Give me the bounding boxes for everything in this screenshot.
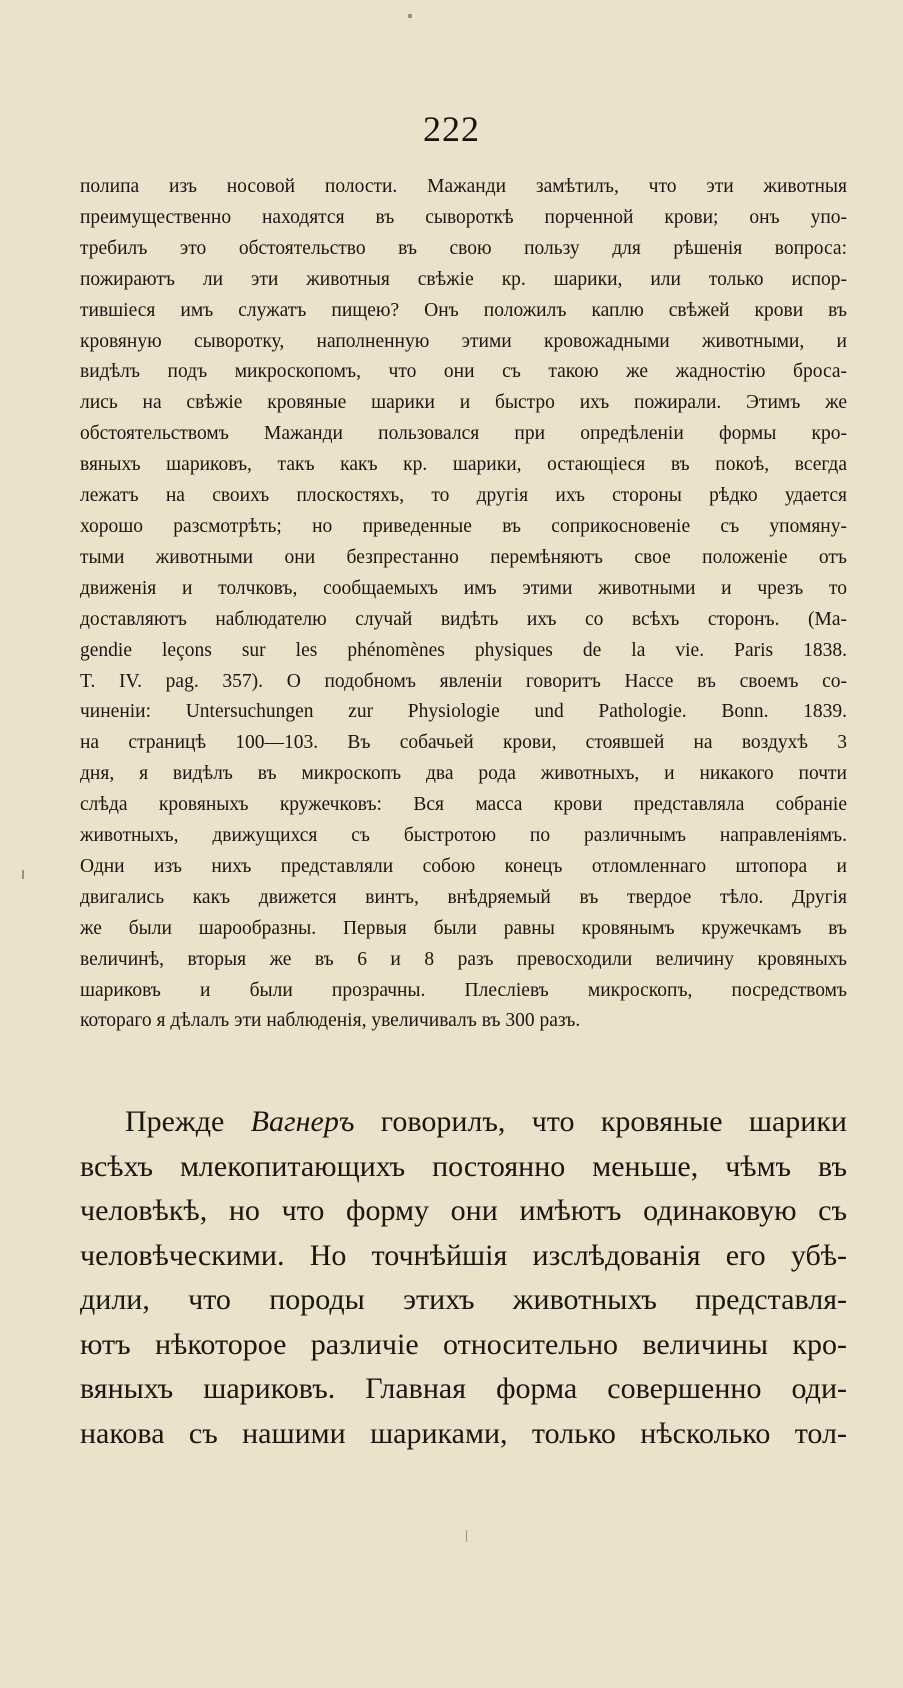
author-name: Вагнеръ: [250, 1105, 355, 1138]
footnote-line: на страницѣ 100—103. Въ собачьей крови, стоявшей на воздухѣ 3: [80, 732, 847, 754]
footnote-line: кровяную сыворотку, наполненную этими кровожадными животными, и: [80, 330, 847, 352]
main-line: накова съ нашими шариками, только нѣсколько тол-: [80, 1416, 847, 1450]
paper-speck: [22, 870, 24, 879]
main-line-rest: говорилъ, что кровяные шарики: [354, 1105, 847, 1138]
main-line: человѣческими. Но точнѣйшія изслѣдованія его убѣ-: [80, 1238, 847, 1272]
footnote-line: пожираютъ ли эти животныя свѣжіе кр. шарики, или только испор-: [80, 268, 847, 290]
footnote-line: Одни изъ нихъ представляли собою конецъ отломленнаго штопора и: [80, 855, 847, 877]
main-line: всѣхъ млекопитающихъ постоянно меньше, чѣмъ въ: [80, 1149, 847, 1183]
footnote-line: преимущественно находятся въ сывороткѣ порченной крови; онъ упо-: [80, 206, 847, 228]
main-line: дили, что породы этихъ животныхъ представля-: [80, 1283, 847, 1316]
footnote-line: животныхъ, движущихся съ быстротою по различнымъ направленіямъ.: [80, 825, 847, 847]
footnote-line: котораго я дѣлалъ эти наблюденія, увеличивалъ въ 300 разъ.: [80, 1010, 581, 1032]
main-line-lead: Прежде: [125, 1105, 251, 1138]
footnote-line: T. IV. pag. 357). О подобномъ явленіи говоритъ Нассе въ своемъ со-: [80, 670, 847, 692]
footnote-line: требилъ это обстоятельство въ свою пользу для рѣшенія вопроса:: [80, 237, 847, 259]
main-paragraph: [80, 1100, 847, 1456]
footnote-line: величинѣ, вторыя же въ 6 и 8 разъ превосходили величину кровяныхъ: [80, 948, 847, 970]
footnote-line: тившіеся имъ служатъ пищею? Онъ положилъ каплю свѣжей крови въ: [80, 299, 847, 321]
footnote-line: чиненіи: Untersuchungen zur Physiologie und Pathologie. Bonn. 1839.: [80, 701, 847, 723]
footnote-line: движенія и толчковъ, сообщаемыхъ имъ этими животными и чрезъ то: [80, 577, 847, 599]
main-line: [80, 1100, 847, 1145]
footnote-line: полипа изъ носовой полости. Мажанди замѣтилъ, что эти животныя: [80, 176, 847, 197]
footnote-line: вяныхъ шариковъ, такъ какъ кр. шарики, остающіеся въ покоѣ, всегда: [80, 454, 847, 476]
footnote-line: тыми животными они безпрестанно перемѣняютъ свое положеніе отъ: [80, 546, 847, 568]
footnote-line: лись на свѣжіе кровяные шарики и быстро ихъ пожирали. Этимъ же: [80, 392, 847, 414]
footnote-line: слѣда кровяныхъ кружечковъ: Вся масса крови представляла собраніе: [80, 794, 847, 816]
page-number: 222: [423, 109, 480, 149]
footnote-line: двигались какъ движется винтъ, внѣдряемый въ твердое тѣло. Другія: [80, 886, 847, 908]
paper-speck: [408, 14, 412, 18]
footnote-line: доставляютъ наблюдателю случай видѣть ихъ со всѣхъ сторонъ. (Ma-: [80, 608, 847, 630]
footnote-line: дня, я видѣлъ въ микроскопъ два рода животныхъ, и никакого почти: [80, 763, 847, 785]
footnote-line: же были шарообразны. Первыя были равны кровянымъ кружечкамъ въ: [80, 917, 847, 939]
main-line: ютъ нѣкоторое различіе относительно величины кро-: [80, 1327, 847, 1361]
footnote-line: gendie leçons sur les phénomènes physiques de la vie. Paris 1838.: [80, 639, 847, 661]
paper-speck: [466, 1530, 467, 1542]
main-line: человѣкѣ, но что форму они имѣютъ одинаковую съ: [80, 1194, 847, 1227]
footnote-line: хорошо разсмотрѣть; но приведенные въ соприкосновеніе съ упомяну-: [80, 515, 847, 537]
footnote-line: лежатъ на своихъ плоскостяхъ, то другія ихъ стороны рѣдко удается: [80, 485, 847, 507]
footnote-line: шариковъ и были прозрачны. Плесліевъ микроскопъ, посредствомъ: [80, 979, 847, 1001]
footnote-text: [80, 172, 847, 1037]
main-line: вяныхъ шариковъ. Главная форма совершенно оди-: [80, 1372, 847, 1405]
footnote-line: обстоятельствомъ Мажанди пользовался при опредѣленіи формы кро-: [80, 423, 847, 445]
footnote-line: видѣлъ подъ микроскопомъ, что они съ такою же жадностію броса-: [80, 361, 847, 383]
